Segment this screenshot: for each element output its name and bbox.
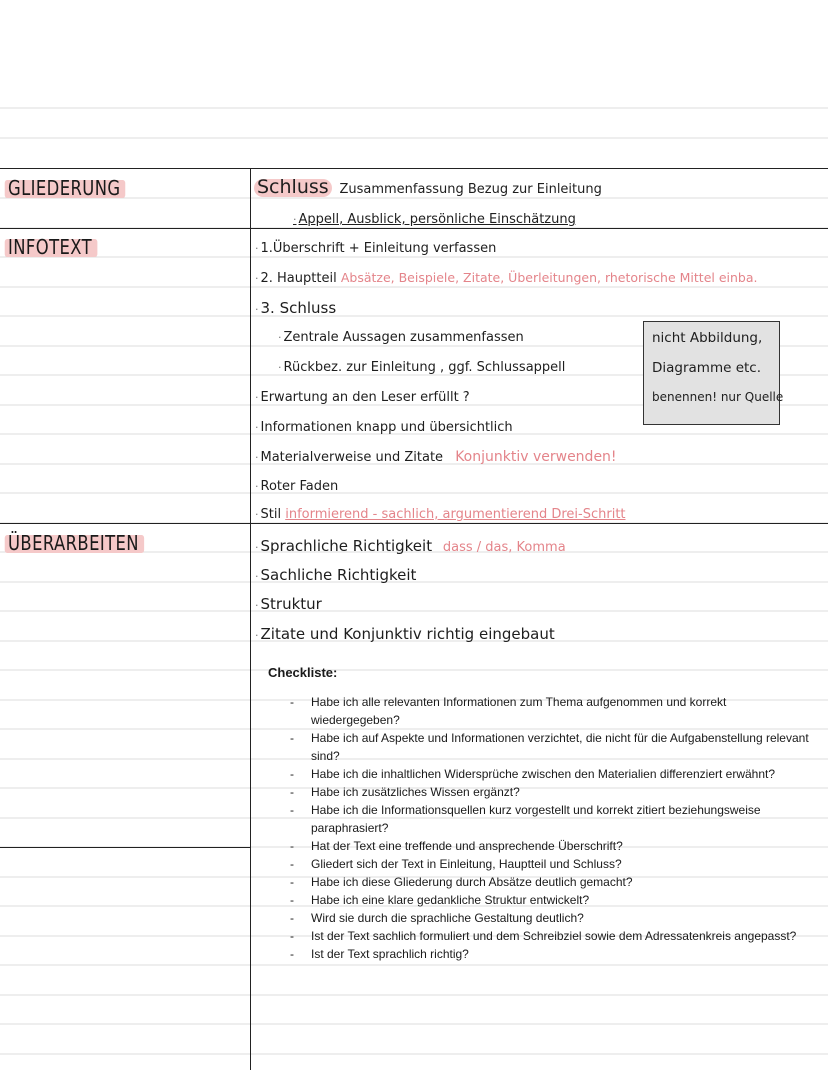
checklist-dash: - — [290, 947, 294, 961]
checklist-item — [290, 837, 815, 855]
checklist-item-text: Ist der Text sprachlich richtig? — [311, 947, 469, 961]
heading-ueberarbeiten — [8, 531, 139, 555]
checklist-item-text: Habe ich die Informationsquellen kurz vorgestellt und korrekt zitiert beziehungsweise paraphrasiert? — [311, 803, 761, 835]
checklist-item-text: Habe ich alle relevanten Informationen zum Thema aufgenommen und korrekt wiedergegeben? — [311, 695, 727, 727]
infotext-info — [255, 420, 513, 435]
ueberarbeiten-item3-text: Struktur — [260, 595, 322, 613]
checklist-item-text: Hat der Text eine treffende und ansprechende Überschrift? — [311, 839, 623, 853]
schluss-summary-text: Zusammenfassung Bezug zur Einleitung — [339, 182, 602, 197]
checklist — [290, 693, 815, 963]
heading-gliederung-text: GLIEDERUNG — [8, 176, 121, 200]
infotext-sub1-text: Zentrale Aussagen zusammenfassen — [283, 330, 524, 345]
infotext-material-text: Materialverweise und Zitate — [260, 450, 444, 465]
infotext-stil-pink: informierend - sachlich, argumentierend Drei-Schritt — [285, 507, 626, 522]
schluss-label — [257, 176, 329, 198]
checklist-dash: - — [290, 857, 294, 871]
bullet-dot: · — [278, 361, 282, 374]
infotext-material-pink: Konjunktiv verwenden! — [455, 449, 617, 465]
section-divider-top — [0, 168, 828, 169]
ueberarbeiten-item3 — [255, 595, 322, 613]
checklist-dash: - — [290, 875, 294, 889]
infotext-step3 — [255, 299, 336, 317]
bullet-dot: · — [255, 303, 259, 316]
checklist-item — [290, 729, 815, 765]
note-box — [643, 321, 784, 425]
checklist-item — [290, 801, 815, 837]
gliederung-line2-text: Appell, Ausblick, persönliche Einschätzung — [298, 212, 576, 227]
column-divider — [250, 168, 251, 1070]
checklist-item-text: Habe ich auf Aspekte und Informationen verzichtet, die nicht für die Aufgabenstellung relevant sind? — [311, 731, 809, 763]
bullet-dot: · — [255, 629, 259, 642]
ueberarbeiten-item4-text: Zitate und Konjunktiv richtig eingebaut — [260, 625, 555, 643]
section-divider-left — [0, 847, 250, 848]
note-box-line2: Diagramme etc. — [652, 360, 762, 376]
infotext-sub2-text: Rückbez. zur Einleitung , ggf. Schlussappell — [283, 360, 566, 375]
checklist-item — [290, 765, 815, 783]
infotext-info-text: Informationen knapp und übersichtlich — [260, 420, 513, 435]
infotext-material — [255, 449, 617, 465]
checklist-item-text: Habe ich eine klare gedankliche Struktur entwickelt? — [311, 893, 590, 907]
bullet-dot: · — [255, 272, 259, 285]
infotext-step2-pink: Absätze, Beispiele, Zitate, Überleitungen, rhetorische Mittel einba. — [340, 270, 758, 285]
bullet-dot: · — [255, 242, 259, 255]
checklist-item-text: Wird sie durch die sprachliche Gestaltung deutlich? — [311, 911, 584, 925]
infotext-step2 — [255, 270, 758, 286]
heading-gliederung — [8, 176, 121, 200]
checklist-item — [290, 945, 815, 963]
heading-infotext — [8, 235, 92, 259]
bullet-dot: · — [255, 570, 259, 583]
bullet-dot: · — [255, 508, 259, 521]
infotext-step3-text: 3. Schluss — [260, 299, 337, 317]
checklist-item — [290, 693, 815, 729]
checklist-dash: - — [290, 893, 294, 907]
bullet-dot: · — [255, 541, 259, 554]
note-box-line3: benennen! nur Quelle — [652, 390, 784, 404]
checklist-dash: - — [290, 695, 294, 709]
checklist-dash: - — [290, 839, 294, 853]
infotext-sub2 — [278, 360, 565, 375]
section-divider-ueberarbeiten — [0, 523, 828, 524]
checklist-item — [290, 927, 815, 945]
checklist-item-text: Gliedert sich der Text in Einleitung, Hauptteil und Schluss? — [311, 857, 622, 871]
infotext-step1 — [255, 241, 496, 256]
gliederung-schluss-line — [257, 176, 602, 198]
bullet-dot: · — [255, 391, 259, 404]
infotext-stil — [255, 507, 626, 522]
ueberarbeiten-item1-text: Sprachliche Richtigkeit — [260, 537, 433, 555]
heading-infotext-text: INFOTEXT — [8, 235, 93, 259]
note-box-line1: nicht Abbildung, — [652, 330, 763, 346]
section-divider-infotext — [0, 228, 828, 229]
checklist-item-text: Habe ich die inhaltlichen Widersprüche zwischen den Materialien differenziert erwähnt? — [311, 767, 776, 781]
ueberarbeiten-item4 — [255, 625, 555, 643]
checklist-item-text: Ist der Text sachlich formuliert und dem Schreibziel sowie dem Adressatenkreis angepasst? — [311, 929, 797, 943]
checklist-item-text: Habe ich diese Gliederung durch Absätze deutlich gemacht? — [311, 875, 633, 889]
ueberarbeiten-item2 — [255, 566, 416, 584]
ueberarbeiten-item1-pink: dass / das, Komma — [442, 540, 566, 555]
bullet-dot: · — [255, 421, 259, 434]
checklist-dash: - — [290, 803, 294, 817]
infotext-step1-text: 1.Überschrift + Einleitung verfassen — [260, 241, 497, 256]
infotext-stil-text: Stil — [260, 507, 282, 522]
infotext-faden-text: Roter Faden — [260, 479, 339, 494]
bullet-dot: · — [255, 599, 259, 612]
checklist-title: Checkliste: — [268, 665, 338, 680]
ueberarbeiten-item1 — [255, 537, 566, 555]
bullet-dot: · — [255, 451, 259, 464]
checklist-item — [290, 783, 815, 801]
infotext-erwartung-text: Erwartung an den Leser erfüllt ? — [260, 390, 470, 405]
checklist-dash: - — [290, 731, 294, 745]
ueberarbeiten-item2-text: Sachliche Richtigkeit — [260, 566, 417, 584]
checklist-item — [290, 855, 815, 873]
checklist-dash: - — [290, 785, 294, 799]
checklist-item — [290, 909, 815, 927]
schluss-label-text: Schluss — [257, 176, 329, 198]
checklist-item — [290, 891, 815, 909]
bullet-dot: · — [278, 331, 282, 344]
infotext-sub1 — [278, 330, 524, 345]
checklist-dash: - — [290, 929, 294, 943]
checklist-item — [290, 873, 815, 891]
checklist-dash: - — [290, 767, 294, 781]
checklist-item-text: Habe ich zusätzliches Wissen ergänzt? — [311, 785, 520, 799]
checklist-dash: - — [290, 911, 294, 925]
bullet-dot: · — [293, 213, 297, 226]
infotext-step2-label: 2. Hauptteil — [260, 271, 337, 286]
infotext-faden — [255, 479, 338, 494]
infotext-erwartung — [255, 390, 470, 405]
bullet-dot: · — [255, 480, 259, 493]
heading-ueberarbeiten-text: ÜBERARBEITEN — [8, 531, 139, 555]
gliederung-line2 — [293, 212, 576, 227]
